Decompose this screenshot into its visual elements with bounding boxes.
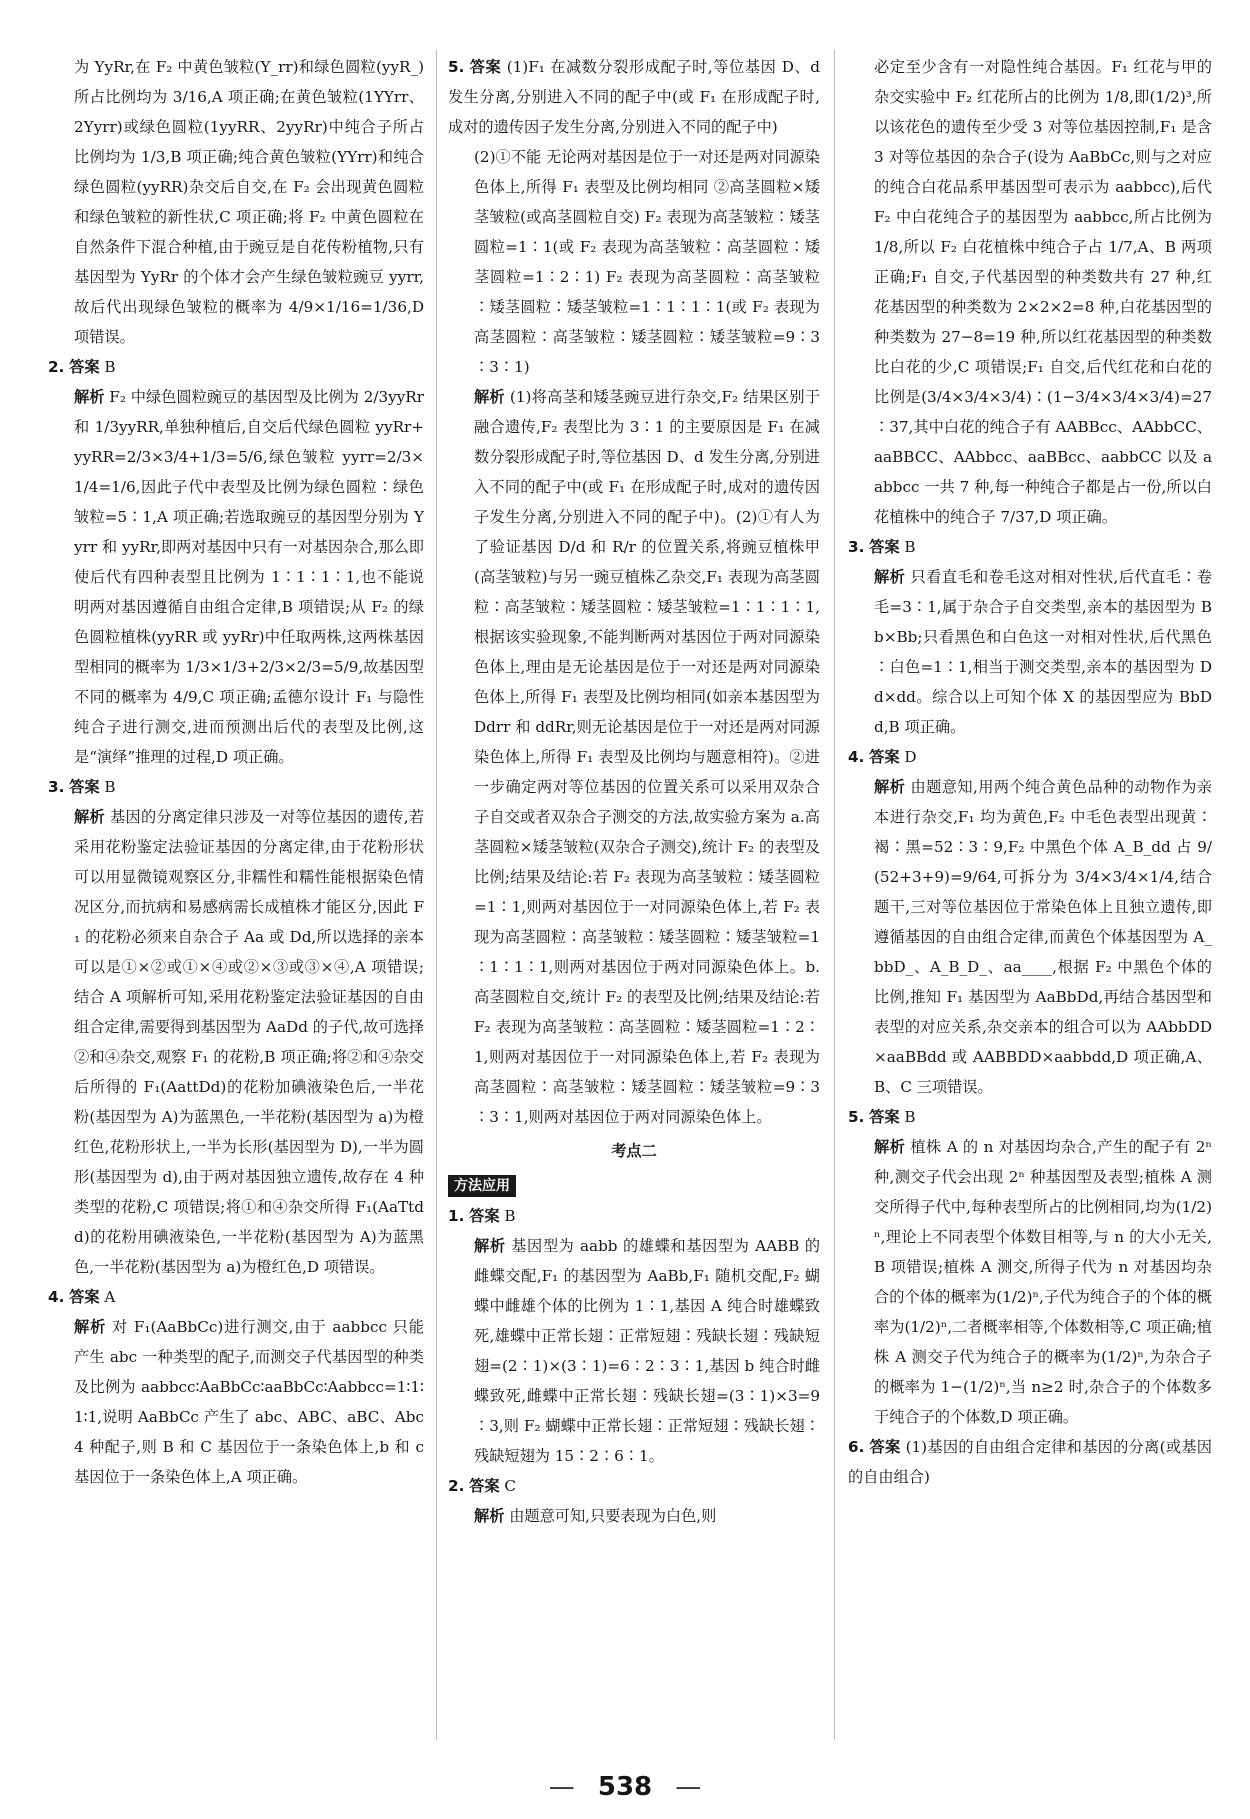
m4-answer-label: 答案 bbox=[869, 748, 900, 766]
m3-explanation bbox=[848, 562, 1212, 742]
q3-number: 3. bbox=[48, 778, 65, 796]
page-footer bbox=[0, 1772, 1250, 1802]
page-number: 538 bbox=[597, 1772, 653, 1802]
m4-explanation-label: 解析 bbox=[874, 778, 906, 796]
m6-number: 6. bbox=[848, 1438, 865, 1456]
q2-explanation-label: 解析 bbox=[74, 388, 105, 406]
m1-explanation-label: 解析 bbox=[474, 1237, 506, 1255]
m2-answer-value: C bbox=[504, 1477, 516, 1495]
q5-answer bbox=[448, 52, 820, 142]
q5-answer-part1: (1)F₁ 在减数分裂形成配子时,等位基因 D、d 发生分离,分别进入不同的配子中(或 F₁ 在形成配子时,成对的遗传因子发生分离,分别进入不同的配子中) bbox=[448, 58, 820, 136]
column-2 bbox=[448, 52, 820, 1752]
m3-answer bbox=[848, 532, 1212, 562]
method-badge: 方法应用 bbox=[448, 1175, 516, 1197]
q5-number: 5. bbox=[448, 58, 465, 76]
q2-answer-value: B bbox=[104, 358, 116, 376]
footer-dash-right: — bbox=[675, 1772, 702, 1802]
m2-explanation-label: 解析 bbox=[474, 1507, 505, 1525]
m1-answer-label: 答案 bbox=[469, 1207, 500, 1225]
q4-explanation-label: 解析 bbox=[74, 1318, 107, 1336]
q5-explanation bbox=[448, 382, 820, 1132]
column-1 bbox=[48, 52, 424, 1752]
column-3 bbox=[848, 52, 1212, 1752]
m5-answer-label: 答案 bbox=[869, 1108, 900, 1126]
m1-answer-value: B bbox=[504, 1207, 516, 1225]
m4-answer-value: D bbox=[904, 748, 917, 766]
m6-answer-label: 答案 bbox=[869, 1438, 901, 1456]
m6-answer bbox=[848, 1432, 1212, 1492]
q5-explanation-text: (1)将高茎和矮茎豌豆进行杂交,F₂ 结果区别于融合遗传,F₂ 表型比为 3∶1 的主要原因是 F₁ 在减数分裂形成配子时,等位基因 D、d 发生分离,分别进入不同的配子中(或 F₁ 在形成配子时,成对的遗传因子发生分离,分别进入不同的配子中)。(2)①有人为了验证基因 D/d 和 R/r 的位置关系,将豌豆植株甲(高茎皱粒)与另一豌豆植株乙杂交,F₁ 表现为高茎圆粒∶高茎皱粒∶矮茎圆粒∶矮茎皱粒=1∶1∶1∶1,根据该实验现象,不能判断两对基因位于两对同源染色体上,理由是无论基因是位于一对还是两对同源染色体上,所得 F₁ 表型及比例均相同(如亲本基因型为 Ddrr 和 ddRr,则无论基因是位于一对还是两对同源染色体上,所得 F₁ 表型及比例均与题意相符)。②进一步确定两对等位基因的位置关系可以采用双杂合子自交或者双杂合子测交的方法,故实验方案为 a.高茎圆粒×矮茎皱粒(双杂合子测交),统计 F₂ 的表型及比例;结果及结论:若 F₂ 表现为高茎皱粒∶矮茎圆粒=1∶1,则两对基因位于一对同源染色体上,若 F₂ 表现为高茎圆粒∶高茎皱粒∶矮茎圆粒∶矮茎皱粒=1∶1∶1∶1,则两对基因位于两对同源染色体上。b.高茎圆粒自交,统计 F₂ 的表型及比例;结果及结论:若 F₂ 表现为高茎皱粒∶高茎圆粒∶矮茎圆粒=1∶2∶1,则两对基因位于一对同源染色体上,若 F₂ 表现为高茎圆粒∶高茎皱粒∶矮茎圆粒∶矮茎皱粒=9∶3∶3∶1,则两对基因位于两对同源染色体上。 bbox=[474, 388, 820, 1126]
q5-answer-label: 答案 bbox=[469, 58, 502, 76]
section-title: 考点二 bbox=[611, 1142, 657, 1160]
q2-number: 2. bbox=[48, 358, 65, 376]
q3-answer bbox=[48, 772, 424, 802]
q1-continued-text: 为 YyRr,在 F₂ 中黄色皱粒(Y_rr)和绿色圆粒(yyR_)所占比例均为 3/16,A 项正确;在黄色皱粒(1YYrr、2Yyrr)或绿色圆粒(1yyRR、2yyRr)中纯合子所占比例均为 1/3,B 项正确;纯合黄色皱粒(YYrr)和纯合绿色圆粒(yyRR)杂交后自交,在 F₂ 会出现黄色圆粒和绿色皱粒的新性状,C 项正确;将 F₂ 中黄色圆粒在自然条件下混合种植,由于豌豆是自花传粉植物,只有基因型为 YyRr 的个体才会产生绿色皱粒豌豆 yyrr,故后代出现绿色皱粒的概率为 4/9×1/16=1/36,D 项错误。 bbox=[74, 58, 424, 346]
m4-answer bbox=[848, 742, 1212, 772]
q4-answer-label: 答案 bbox=[69, 1288, 100, 1306]
m3-answer-value: B bbox=[904, 538, 916, 556]
m5-explanation-label: 解析 bbox=[874, 1138, 906, 1156]
m5-explanation-text: 植株 A 的 n 对基因均杂合,产生的配子有 2ⁿ 种,测交子代会出现 2ⁿ 种基因型及表型;植株 A 测交所得子代中,每种表型所占的比例相同,均为(1/2)ⁿ,理论上不同表型个体数目相等,与 n 的大小无关,B 项错误;植株 A 测交,所得子代为 n 对基因均杂合的个体的概率为(1/2)ⁿ,子代为纯合子的个体的概率为(1/2)ⁿ,二者概率相等,个体数相等,C 项正确;植株 A 测交子代为纯合子的概率为(1/2)ⁿ,为杂合子的概率为 1−(1/2)ⁿ,当 n≥2 时,杂合子的个体数多于纯合子的个体数,D 项正确。 bbox=[874, 1138, 1212, 1426]
column-divider-2 bbox=[834, 50, 835, 1740]
m4-explanation-text: 由题意知,用两个纯合黄色品种的动物作为亲本进行杂交,F₁ 均为黄色,F₂ 中毛色表型出现黄∶褐∶黑=52∶3∶9,F₂ 中黑色个体 A_B_dd 占 9/(52+3+9)=9/64,可拆分为 3/4×3/4×1/4,结合题干,三对等位基因位于常染色体上且独立遗传,即遵循基因的自由组合定律,而黄色个体基因型为 A_bbD_、A_B_D_、aa____,根据 F₂ 中黑色个体的比例,推知 F₁ 基因型为 AaBbDd,再结合基因型和表型的对应关系,杂交亲本的组合可以为 AAbbDD×aaBBdd 或 AABBDD×aabbdd,D 项正确,A、B、C 三项错误。 bbox=[874, 778, 1212, 1096]
m5-answer-value: B bbox=[904, 1108, 916, 1126]
footer-dash-left: — bbox=[548, 1772, 575, 1802]
q2-explanation bbox=[48, 382, 424, 772]
column-divider-1 bbox=[436, 50, 437, 1740]
m2-explanation-text: 由题意可知,只要表现为白色,则 bbox=[509, 1507, 717, 1525]
m1-answer bbox=[448, 1201, 820, 1231]
m4-number: 4. bbox=[848, 748, 865, 766]
q3-explanation bbox=[48, 802, 424, 1282]
m2-explanation bbox=[448, 1501, 820, 1531]
m3-explanation-label: 解析 bbox=[874, 568, 906, 586]
m6-answer-value: (1)基因的自由组合定律和基因的分离(或基因的自由组合) bbox=[848, 1438, 1212, 1486]
m5-explanation bbox=[848, 1132, 1212, 1432]
q5-answer-part2: (2)①不能 无论两对基因是位于一对还是两对同源染色体上,所得 F₁ 表型及比例均相同 ②高茎圆粒×矮茎皱粒(或高茎圆粒自交) F₂ 表现为高茎皱粒∶矮茎圆粒=1∶1(或 F₂ 表现为高茎皱粒∶高茎圆粒∶矮茎圆粒=1∶2∶1) F₂ 表现为高茎圆粒∶高茎皱粒∶矮茎圆粒∶矮茎皱粒=1∶1∶1∶1(或 F₂ 表现为高茎圆粒∶高茎皱粒∶矮茎圆粒∶矮茎皱粒=9∶3∶3∶1) bbox=[474, 148, 820, 376]
q3-explanation-label: 解析 bbox=[74, 808, 105, 826]
q3-answer-value: B bbox=[104, 778, 116, 796]
q3-answer-label: 答案 bbox=[69, 778, 100, 796]
q4-answer-value: A bbox=[104, 1288, 116, 1306]
m1-explanation bbox=[448, 1231, 820, 1471]
m1-explanation-text: 基因型为 aabb 的雄蝶和基因型为 AABB 的雌蝶交配,F₁ 的基因型为 AaBb,F₁ 随机交配,F₂ 蝴蝶中雌雄个体的比例为 1∶1,基因 A 纯合时雄蝶致死,雄蝶中正常长翅∶正常短翅∶残缺长翅∶残缺短翅=(2∶1)×(3∶1)=6∶2∶3∶1,基因 b 纯合时雌蝶致死,雌蝶中正常长翅∶残缺长翅=(3∶1)×3=9∶3,则 F₂ 蝴蝶中正常长翅∶正常短翅∶残缺长翅∶残缺短翅为 15∶2∶6∶1。 bbox=[474, 1237, 820, 1465]
m3-answer-label: 答案 bbox=[869, 538, 900, 556]
q3-explanation-text: 基因的分离定律只涉及一对等位基因的遗传,若采用花粉鉴定法验证基因的分离定律,由于花粉形状可以用显微镜观察区分,非糯性和糯性能根据染色情况区分,而抗病和易感病需长成植株才能区分,因此 F₁ 的花粉必须来自杂合子 Aa 或 Dd,所以选择的亲本可以是①×②或①×④或②×③或③×④,A 项错误;结合 A 项解析可知,采用花粉鉴定法验证基因的自由组合定律,需要得到基因型为 AaDd 的子代,故可选择②和④杂交,观察 F₁ 的花粉,B 项正确;将②和④杂交后所得的 F₁(AattDd)的花粉加碘液染色后,一半花粉(基因型为 A)为蓝黑色,一半花粉(基因型为 a)为橙红色,花粉形状上,一半为长形(基因型为 D),一半为圆形(基因型为 d),由于两对基因独立遗传,故存在 4 种类型的花粉,C 项错误;将①和④杂交所得 F₁(AaTtdd)的花粉用碘液染色,一半花粉(基因型为 A)为蓝黑色,一半花粉(基因型为 a)为橙红色,D 项错误。 bbox=[74, 808, 424, 1276]
q2-explanation-text: F₂ 中绿色圆粒豌豆的基因型及比例为 2/3yyRr 和 1/3yyRR,单独种植后,自交后代绿色圆粒 yyRr+yyRR=2/3×3/4+1/3=5/6,绿色皱粒 yyrr=2/3×1/4=1/6,因此子代中表型及比例为绿色圆粒∶绿色皱粒=5∶1,A 项正确;若选取豌豆的基因型分别为 Yyrr 和 yyRr,即两对基因中只有一对基因杂合,那么即使后代有四种表型且比例为 1∶1∶1∶1,也不能说明两对基因遵循自由组合定律,B 项错误;从 F₂ 的绿色圆粒植株(yyRR 或 yyRr)中任取两株,这两株基因型相同的概率为 1/3×1/3+2/3×2/3=5/9,故基因型不同的概率为 4/9,C 项正确;孟德尔设计 F₁ 与隐性纯合子进行测交,进而预测出后代的表型及比例,这是“演绎”推理的过程,D 项正确。 bbox=[74, 388, 424, 766]
m5-answer bbox=[848, 1102, 1212, 1132]
m3-number: 3. bbox=[848, 538, 865, 556]
q4-answer bbox=[48, 1282, 424, 1312]
m2-answer bbox=[448, 1471, 820, 1501]
m2-number: 2. bbox=[448, 1477, 465, 1495]
m2-explanation-continued: 必定至少含有一对隐性纯合基因。F₁ 红花与甲的杂交实验中 F₂ 红花所占的比例为 1/8,即(1/2)³,所以该花色的遗传至少受 3 对等位基因控制,F₁ 是含 3 对等位基因的杂合子(设为 AaBbCc,则与之对应的纯合白花品系甲基因型可表示为 aabbcc),后代 F₂ 中白花纯合子的基因型为 aabbcc,所占比例为 1/8,所以 F₂ 白花植株中纯合子占 1/7,A、B 两项正确;F₁ 自交,子代基因型的种类数共有 27 种,红花基因型的种类数为 2×2×2=8 种,白花基因型的种类数为 27−8=19 种,所以红花基因型的种类数比白花的少,C 项错误;F₁ 自交,后代红花和白花的比例是(3/4×3/4×3/4)∶(1−3/4×3/4×3/4)=27∶37,其中白花的纯合子有 AABBcc、AAbbCC、aaBBCC、AAbbcc、aaBBcc、aabbCC 以及 aabbcc 一共 7 种,每一种纯合子都是占一份,所以白花植株中的纯合子 7/37,D 项正确。 bbox=[874, 58, 1212, 526]
m1-number: 1. bbox=[448, 1207, 465, 1225]
q2-answer-label: 答案 bbox=[69, 358, 100, 376]
q4-explanation bbox=[48, 1312, 424, 1492]
q5-explanation-label: 解析 bbox=[474, 388, 505, 406]
m4-explanation bbox=[848, 772, 1212, 1102]
m5-number: 5. bbox=[848, 1108, 865, 1126]
q4-explanation-text: 对 F₁(AaBbCc)进行测交,由于 aabbcc 只能产生 abc 一种类型的配子,而测交子代基因型的种类及比例为 aabbcc∶AaBbCc∶aaBbCc∶Aabbcc=1∶1∶1∶1,说明 AaBbCc 产生了 abc、ABC、aBC、Abc 4 种配子,则 B 和 C 基因位于一条染色体上,b 和 c 基因位于一条染色体上,A 项正确。 bbox=[74, 1318, 424, 1486]
m2-answer-label: 答案 bbox=[469, 1477, 500, 1495]
q2-answer bbox=[48, 352, 424, 382]
q4-number: 4. bbox=[48, 1288, 65, 1306]
m3-explanation-text: 只看直毛和卷毛这对相对性状,后代直毛∶卷毛=3∶1,属于杂合子自交类型,亲本的基因型为 Bb×Bb;只看黑色和白色这一对相对性状,后代黑色∶白色=1∶1,相当于测交类型,亲本的基因型为 Dd×dd。综合以上可知个体 X 的基因型应为 BbDd,B 项正确。 bbox=[874, 568, 1212, 736]
